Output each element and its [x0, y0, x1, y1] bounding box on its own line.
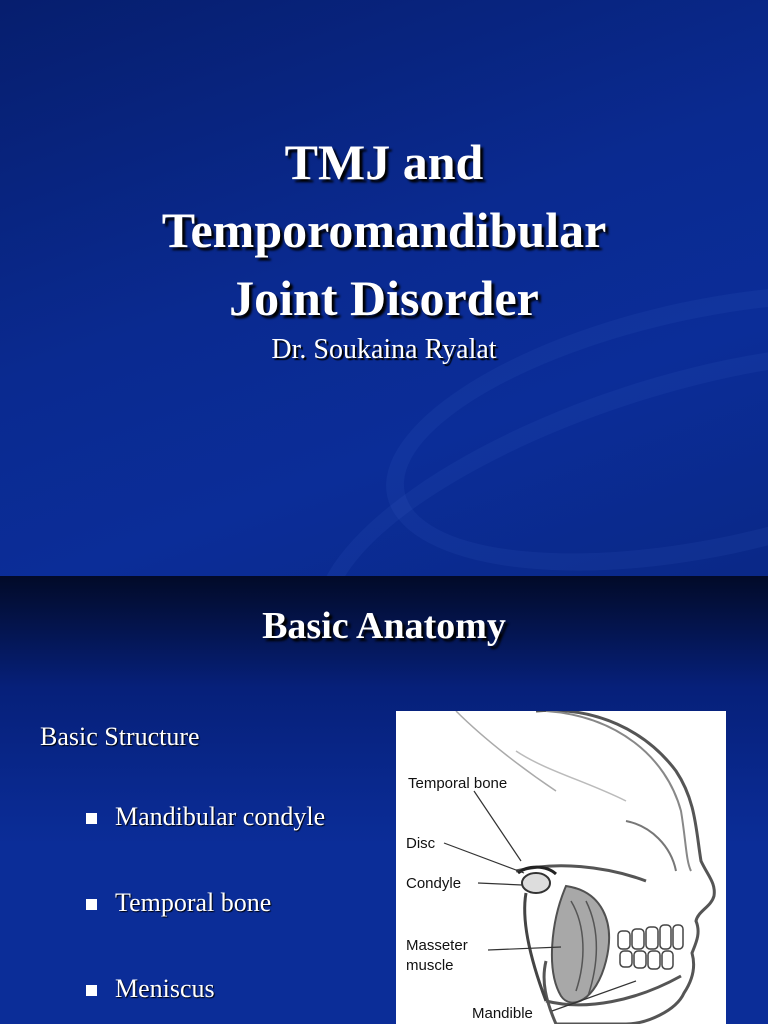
bullet-text: Mandibular condyle [115, 802, 326, 831]
bullet-text: Meniscus [115, 974, 215, 1003]
square-bullet-icon [86, 813, 97, 824]
bullet-list [86, 802, 325, 1024]
slide-subtitle: Dr. Soukaina Ryalat [271, 334, 497, 365]
list-item [86, 974, 325, 1024]
label-temporal-bone: Temporal bone [408, 775, 508, 792]
list-item [86, 888, 325, 974]
anatomy-slide [0, 576, 768, 1024]
label-mandible: Mandible [472, 1005, 533, 1022]
label-masseter: Masseter [406, 937, 468, 954]
section-heading: Basic Structure [40, 722, 200, 751]
bullet-text: Temporal bone [115, 888, 272, 917]
label-masseter-line2: muscle [406, 957, 454, 974]
square-bullet-icon [86, 899, 97, 910]
title-line: TMJ and [284, 134, 484, 190]
skull-diagram [396, 711, 726, 1024]
slide-title [40, 128, 728, 332]
label-condyle: Condyle [406, 875, 462, 892]
label-disc: Disc [406, 835, 436, 852]
square-bullet-icon [86, 985, 97, 996]
slide-title: Basic Anatomy [262, 605, 506, 647]
skull-illustration [396, 711, 726, 1024]
list-item [86, 802, 325, 888]
title-line: Temporomandibular [161, 202, 607, 258]
title-line: Joint Disorder [229, 270, 539, 326]
